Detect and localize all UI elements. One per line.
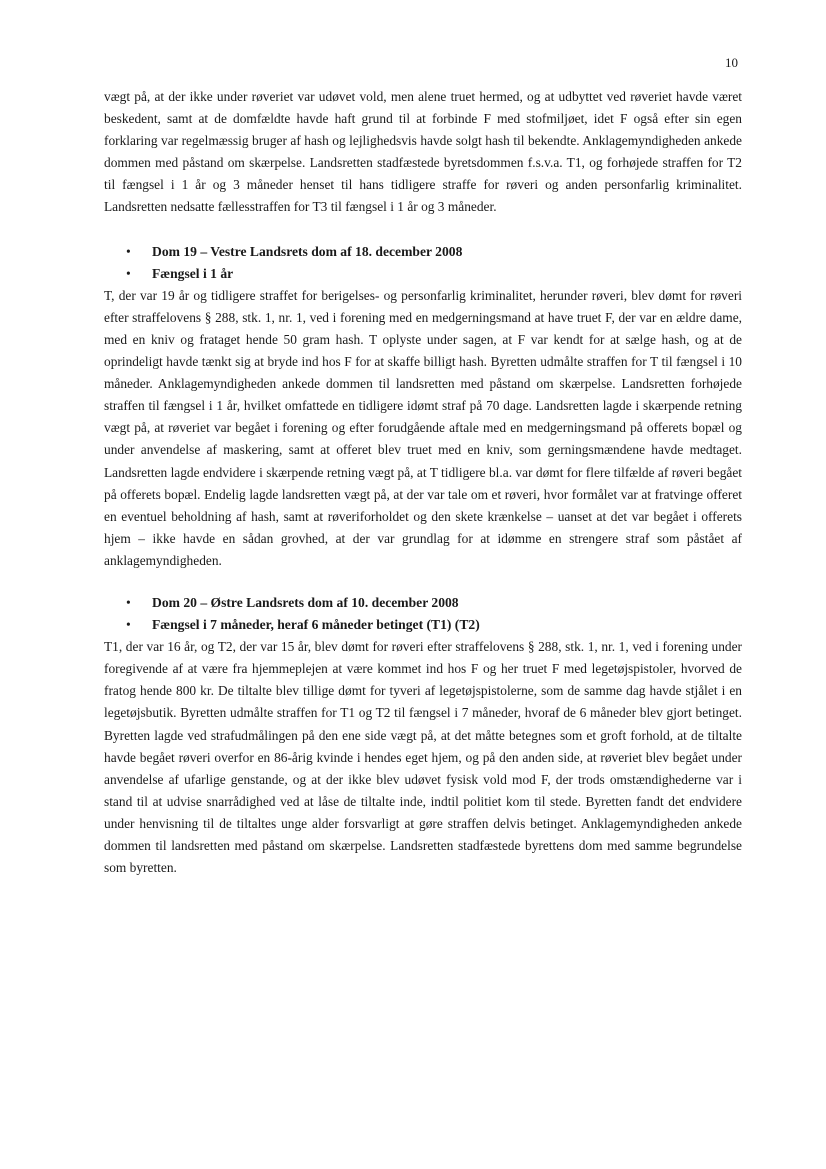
case-sentence [104,614,742,636]
case-bullets [104,592,742,636]
bullet-icon: • [126,265,131,281]
case-sentence-text: Fængsel i 1 år [152,265,234,281]
case-bullets [104,241,742,285]
case-heading [104,592,742,614]
intro-paragraph: vægt på, at der ikke under røveriet var udøvet vold, men alene truet hermed, og at udbyttet ved røveriet havde været beskedent, samt at de domfældte havde haft grund til at forbinde F med stofmiljøet, idet F også efter sin egen forklaring var regelmæssig bruger af hash og lejlighedsvis havde solgt hash til bekendte. Anklagemyndigheden ankede dommen med påstand om skærpelse. Landsretten stadfæstede byretsdommen f.s.v.a. T1, og forhøjede straffen for T2 til fængsel i 1 år og 3 måneder henset til hans tidligere straffe for røveri og anden personfarlig kriminalitet. Landsretten nedsatte fællesstraffen for T3 til fængsel i 1 år og 3 måneder. [104,89,742,215]
case-heading-text: Dom 19 – Vestre Landsrets dom af 18. december 2008 [152,243,463,259]
page-number: 10 [725,55,738,70]
case-heading-text: Dom 20 – Østre Landsrets dom af 10. december 2008 [152,594,459,610]
case-dom-19 [104,241,742,572]
case-body: T, der var 19 år og tidligere straffet for berigelses- og personfarlig kriminalitet, herunder røveri, blev dømt for røveri efter straffelovens § 288, stk. 1, nr. 1, ved i forening med en medgerningsmand at have truet F, der var en ældre dame, med en kniv og frataget hende 50 gram hash. T oplyste under sagen, at F var kendt for at sælge hash, og at de oprindeligt havde tænkt sig at bryde ind hos F for at skaffe billigt hash. Byretten udmålte straffen for T til fængsel i 10 måneder. Anklagemyndigheden ankede dommen til landsretten med påstand om skærpelse. Landsretten forhøjede straffen til fængsel i 1 år, hvilket omfattede en tidligere idømt straf på 70 dage. Landsretten lagde i skærpende retning vægt på, at røveriet var begået i forening og efter forudgående aftale med en medgerningsmand på offerets bopæl og under anvendelse af maskering, samt at offeret blev truet med en kniv, som gerningsmændene havde medtaget. Landsretten lagde endvidere i skærpende retning vægt på, at T tidligere bl.a. var dømt for flere tilfælde af røveri begået på offerets bopæl. Endelig lagde landsretten vægt på, at der var tale om et røveri, hvor formålet var at fratvinge offeret en eventuel beholdning af hash, samt at røveriforholdet og den skete krænkelse – uanset at det var begået i offerets hjem – ikke havde en sådan grovhed, at der var grundlag for at idømme en strengere straf som påstået af anklagemyndigheden. [104,287,742,568]
document-body [104,86,742,879]
case-body: T1, der var 16 år, og T2, der var 15 år, blev dømt for røveri efter straffelovens § 288, stk. 1, nr. 1, ved i forening under foregivende af at være fra hjemmeplejen at være kommet ind hos F og her truet F med legetøjspistoler, hvorved de fratog hende 800 kr. De tiltalte blev tillige dømt for tyveri af legetøjspistolerne, som de samme dag havde stjålet i en legetøjsbutik. Byretten udmålte straffen for T1 og T2 til fængsel i 7 måneder, hvoraf de 6 måneder blev gjort betinget. Byretten lagde ved strafudmålingen på den ene side vægt på, at det måtte betegnes som et groft forhold, at de tiltalte havde begået røveri overfor en 86-årig kvinde i hendes eget hjem, og på den anden side, at røveriet blev begået under anvendelse af ufarlige genstande, og at der ikke blev udøvet fysisk vold mod F, der trods omstændighederne var i stand til at udvise snarrådighed ved at låse de tiltalte inde, indtil politiet kom til stede. Byretten fandt det endvidere under henvisning til de tiltaltes unge alder forsvarligt at gøre straffen delvis betinget. Anklagemyndigheden ankede dommen til landsretten med påstand om skærpelse. Landsretten stadfæstede byrettens dom med samme begrundelse som byretten. [104,639,742,876]
bullet-icon: • [126,594,131,610]
bullet-icon: • [126,243,131,259]
bullet-icon: • [126,617,131,633]
case-dom-20 [104,592,742,879]
case-sentence [104,263,742,285]
case-sentence-text: Fængsel i 7 måneder, heraf 6 måneder betinget (T1) (T2) [152,617,480,633]
case-heading [104,241,742,263]
